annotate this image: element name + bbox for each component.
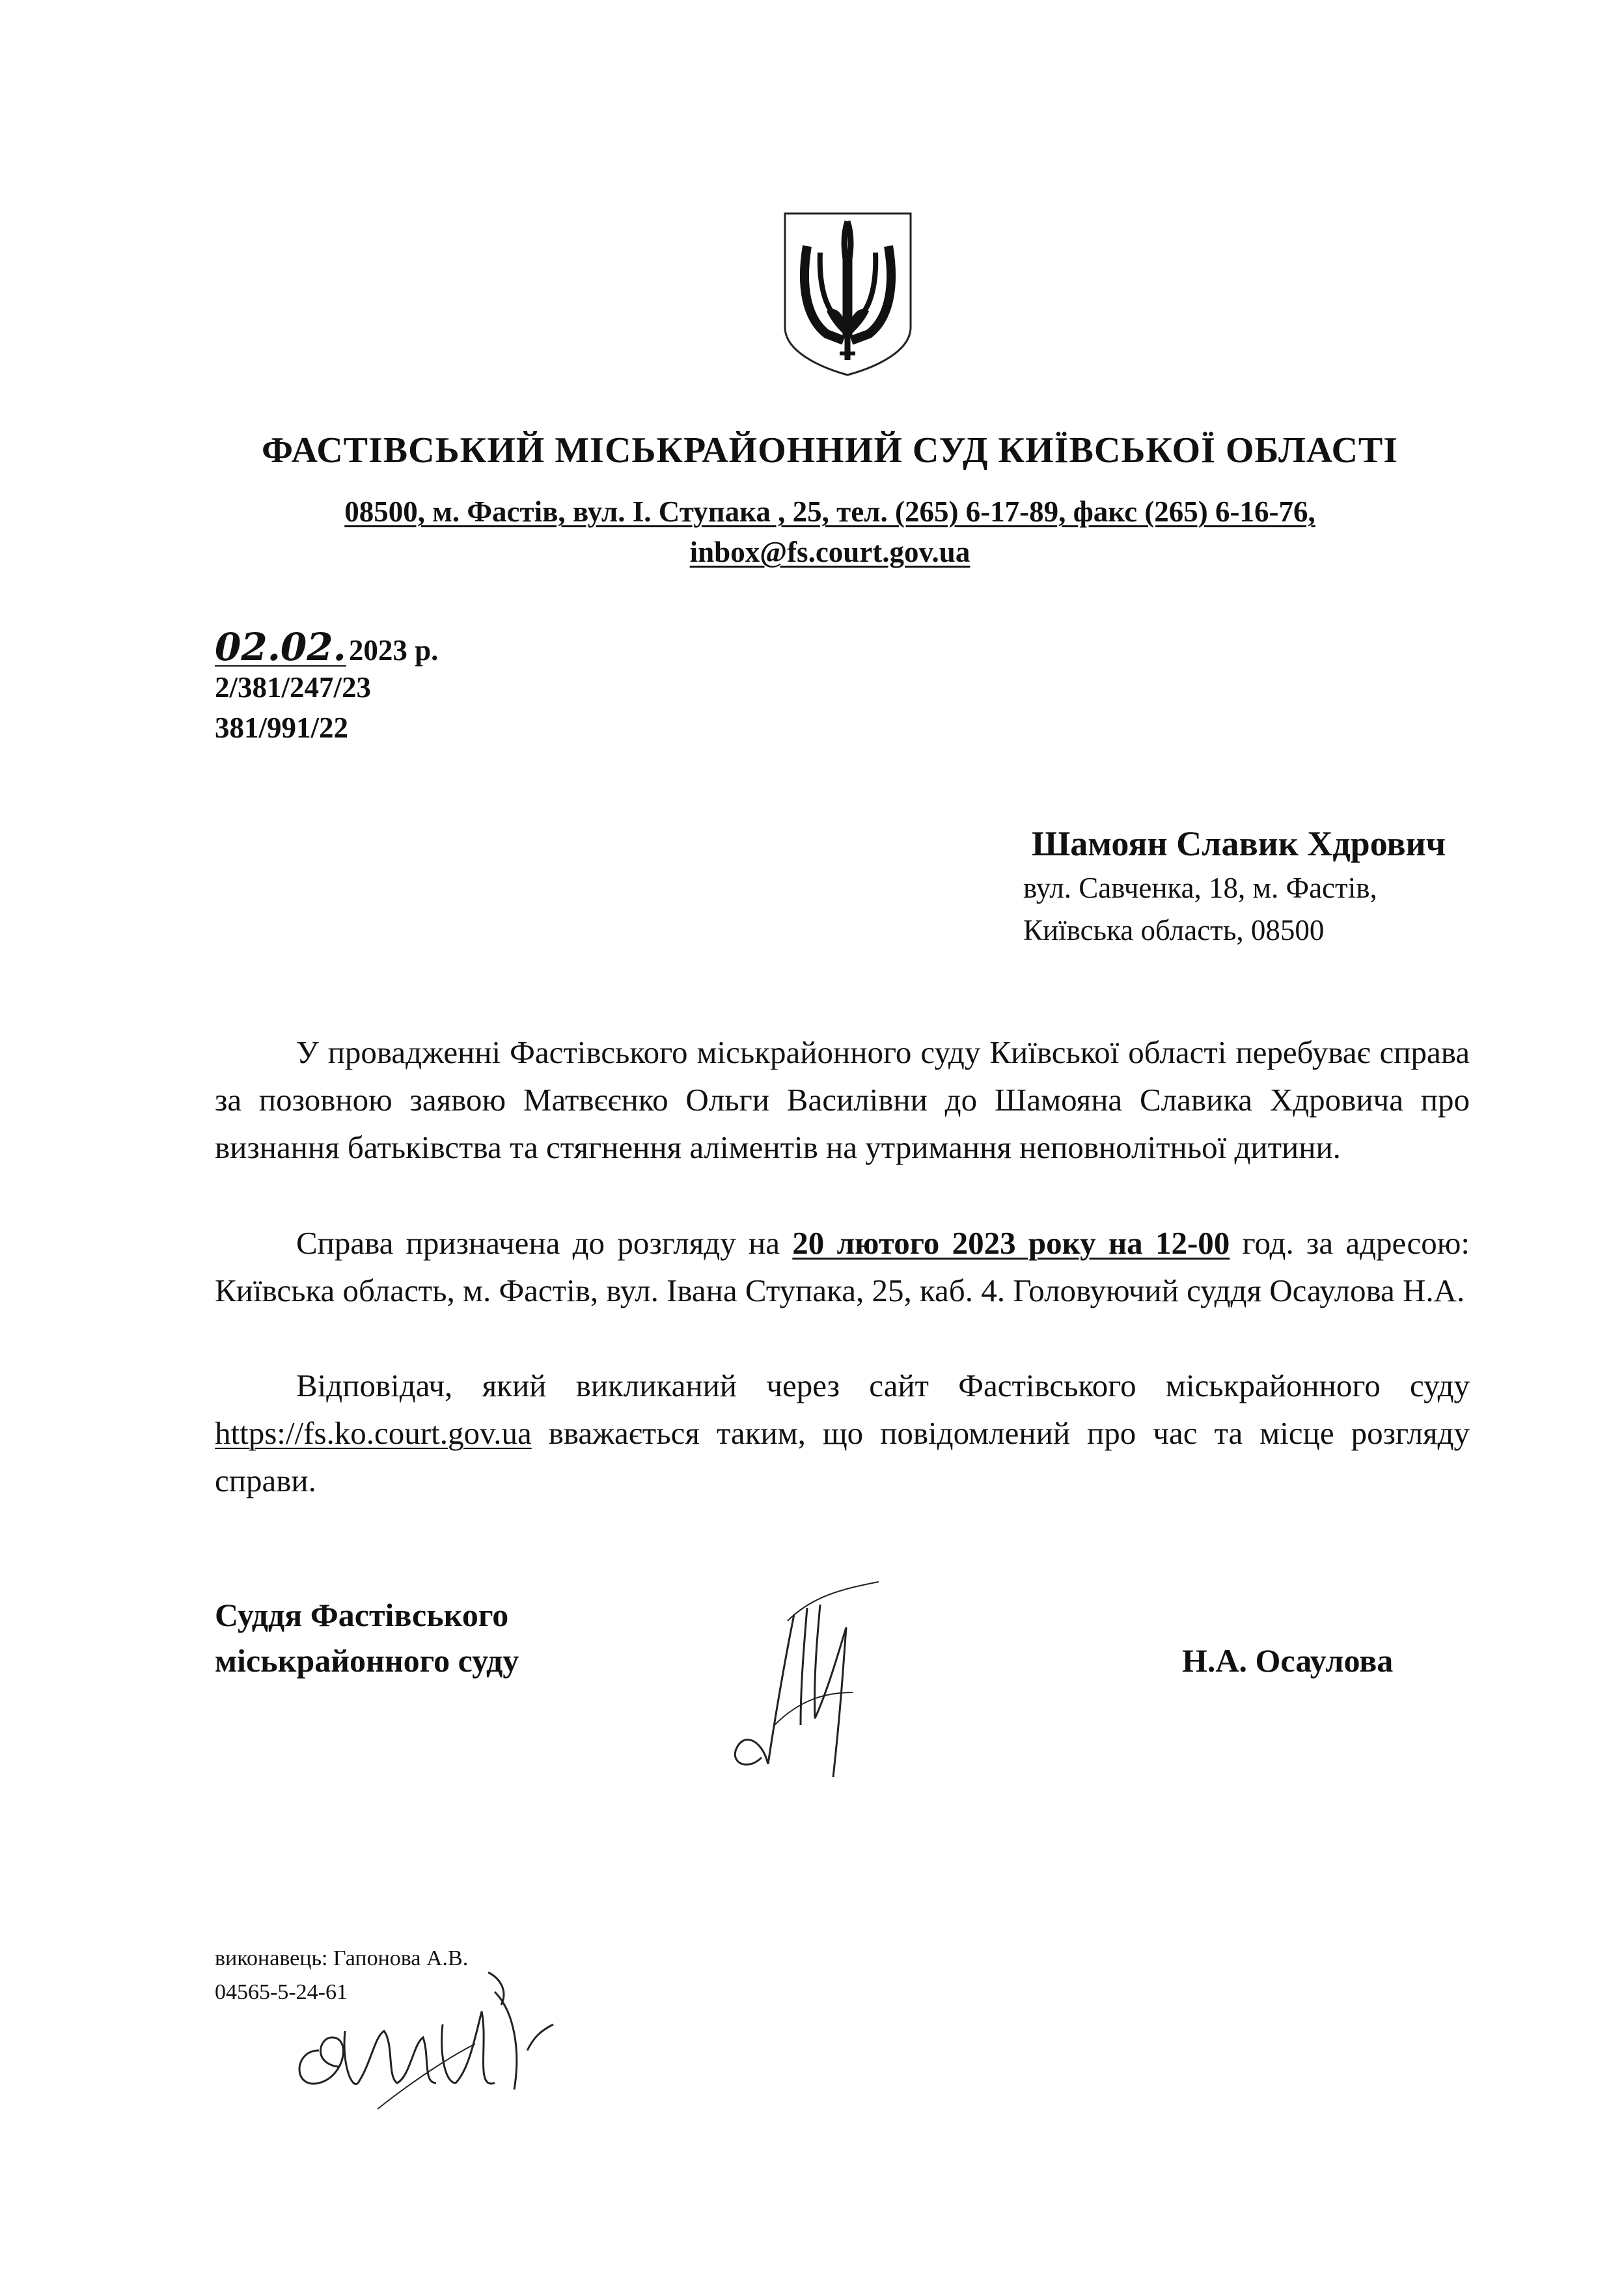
para-2-start: Справа призначена до розгляду на [296,1225,793,1261]
hearing-datetime: 20 лютого 2023 року на 12-00 [792,1225,1230,1261]
para-3-end: вважається таким, що повідомлений про час та місце розгляду справи. [215,1415,1470,1498]
court-email[interactable]: inbox@fs.court.gov.ua [689,536,970,568]
recipient-address-line-2: Київська область, 08500 [1023,914,1325,946]
court-title: ФАСТІВСЬКИЙ МІСЬКРАЙОННИЙ СУД КИЇВСЬКОЇ ОБЛАСТІ [261,430,1399,471]
recipient-address-line-1: вул. Савченка, 18, м. Фастів, [1023,872,1377,904]
court-website-link[interactable]: https://fs.ko.court.gov.ua [215,1415,532,1451]
body-paragraph-2 [215,1219,1470,1314]
letter-date [215,625,438,669]
body-paragraph-1: У провадженні Фастівського міськрайонного суду Київської області перебуває справа за позовною заявою Матвєєнко Ольги Василівни до Шамояна Славика Хдровича про визнання батьківства та стягнення аліментів на утримання неповнолітньої дитини. [215,1034,1470,1165]
recipient-name: Шамоян Славик Хдрович [1032,824,1446,863]
handwritten-date: 02.02. [215,625,346,669]
executor-phone: 04565-5-24-61 [215,1980,348,2004]
executor-name: виконавець: Гапонова А.В. [215,1946,469,1970]
judge-signature-icon [716,1569,892,1784]
judge-title-line-1: Суддя Фастівського [215,1597,509,1633]
coat-of-arms-icon [781,207,915,378]
judge-name: Н.А. Осаулова [1182,1642,1394,1679]
outgoing-number: 2/381/247/23 [215,671,372,704]
para-2-end: год. за адресою: Київська область, м. Фастів, вул. Івана Ступака, 25, каб. 4. Головуючий суддя Осаулова Н.А. [215,1225,1470,1308]
body-paragraph-3 [215,1362,1470,1504]
court-address: 08500, м. Фастів, вул. І. Ступака , 25, тел. (265) 6-17-89, факс (265) 6-16-76, [344,495,1315,528]
judge-title-line-2: міськрайонного суду [215,1642,519,1679]
date-year: 2023 р. [348,634,439,667]
case-number: 381/991/22 [215,711,349,744]
court-email-line [195,535,1465,569]
executor-signature-icon [280,1953,592,2116]
para-3-start: Відповідач, який викликаний через сайт Фастівського міськрайонного суду [296,1368,1470,1403]
